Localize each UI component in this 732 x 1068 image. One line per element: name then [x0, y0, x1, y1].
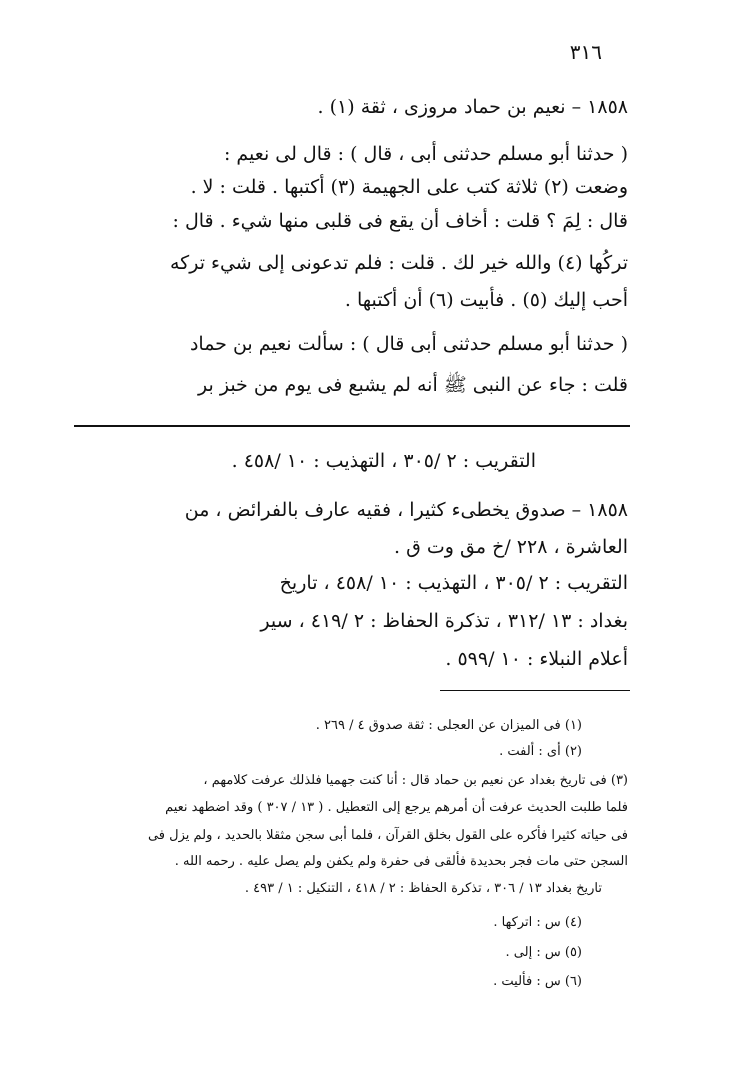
footnote-line-2: (٢) أى : ألفت . [499, 744, 582, 759]
commentary-line-3: العاشرة ، ٢٢٨ /خ مق وت ق . [394, 536, 628, 558]
footnote-line-9: (٥) س : إلى . [505, 945, 582, 960]
text-line-5: تركُها (٤) والله خير لك . قلت : فلم تدعونى إلى شيء تركه [169, 252, 628, 274]
text-line-2: ( حدثنا أبو مسلم حدثنى أبى ، قال ) : قال لى نعيم : [223, 143, 628, 165]
commentary-line-2: ١٨٥٨ – صدوق يخطىء كثيرا ، فقيه عارف بالفرائض ، من [184, 499, 628, 521]
page-number: ٣١٦ [569, 40, 602, 64]
footnote-line-1: (١) فى الميزان عن العجلى : ثقة صدوق ٤ / ٢٦٩ . [315, 718, 582, 733]
text-line-4: قال : لِمَ ؟ قلت : أخاف أن يقع فى قلبى منها شيء . قال : [172, 210, 628, 232]
footnote-divider [440, 690, 630, 691]
footnote-line-10: (٦) س : فأليت . [493, 974, 582, 989]
footnote-line-4: فلما طلبت الحديث عرفت أن أمرهم يرجع إلى التعطيل . ( ١٣ / ٣٠٧ ) وقد اضطهد نعيم [165, 800, 628, 815]
text-line-6: أحب إليك (٥) . فأبيت (٦) أن أكتبها . [344, 289, 628, 311]
footnote-line-8: (٤) س : اتركها . [493, 915, 582, 930]
footnote-line-3: (٣) فى تاريخ بغداد عن نعيم بن حماد قال : أنا كنت جهميا فلذلك عرفت كلامهم ، [203, 773, 628, 788]
commentary-line-1: التقريب : ٢ /٣٠٥ ، التهذيب : ١٠ /٤٥٨ . [231, 450, 536, 472]
text-line-1: ١٨٥٨ – نعيم بن حماد مروزى ، ثقة (١) . [317, 96, 628, 118]
commentary-line-5: بغداد : ١٣ /٣١٢ ، تذكرة الحفاظ : ٢ /٤١٩ ، سير [260, 610, 628, 632]
commentary-line-6: أعلام النبلاء : ١٠ /٥٩٩ . [445, 648, 628, 670]
text-line-8: قلت : جاء عن النبى ﷺ أنه لم يشبع فى يوم من خبز بر [198, 374, 628, 396]
footnote-line-6: السجن حتى مات فجر بحديدة فألقى فى حفرة ولم يكفن ولم يصل عليه . رحمه الله . [174, 854, 628, 869]
text-line-3: وضعت (٢) ثلاثة كتب على الجهيمة (٣) أكتبها . قلت : لا . [190, 176, 628, 198]
text-line-7: ( حدثنا أبو مسلم حدثنى أبى قال ) : سألت نعيم بن حماد [189, 333, 628, 355]
commentary-divider [74, 425, 630, 427]
footnote-line-5: فى حياته كثيرا فأكره على القول بخلق القرآن ، فلما أبى سجن مثقلا بالحديد ، ولم يزل فى [147, 828, 628, 843]
footnote-line-7: تاريخ بغداد ١٣ / ٣٠٦ ، تذكرة الحفاظ : ٢ / ٤١٨ ، التنكيل : ١ / ٤٩٣ . [244, 881, 602, 896]
commentary-line-4: التقريب : ٢ /٣٠٥ ، التهذيب : ١٠ /٤٥٨ ، تاريخ [279, 572, 628, 594]
